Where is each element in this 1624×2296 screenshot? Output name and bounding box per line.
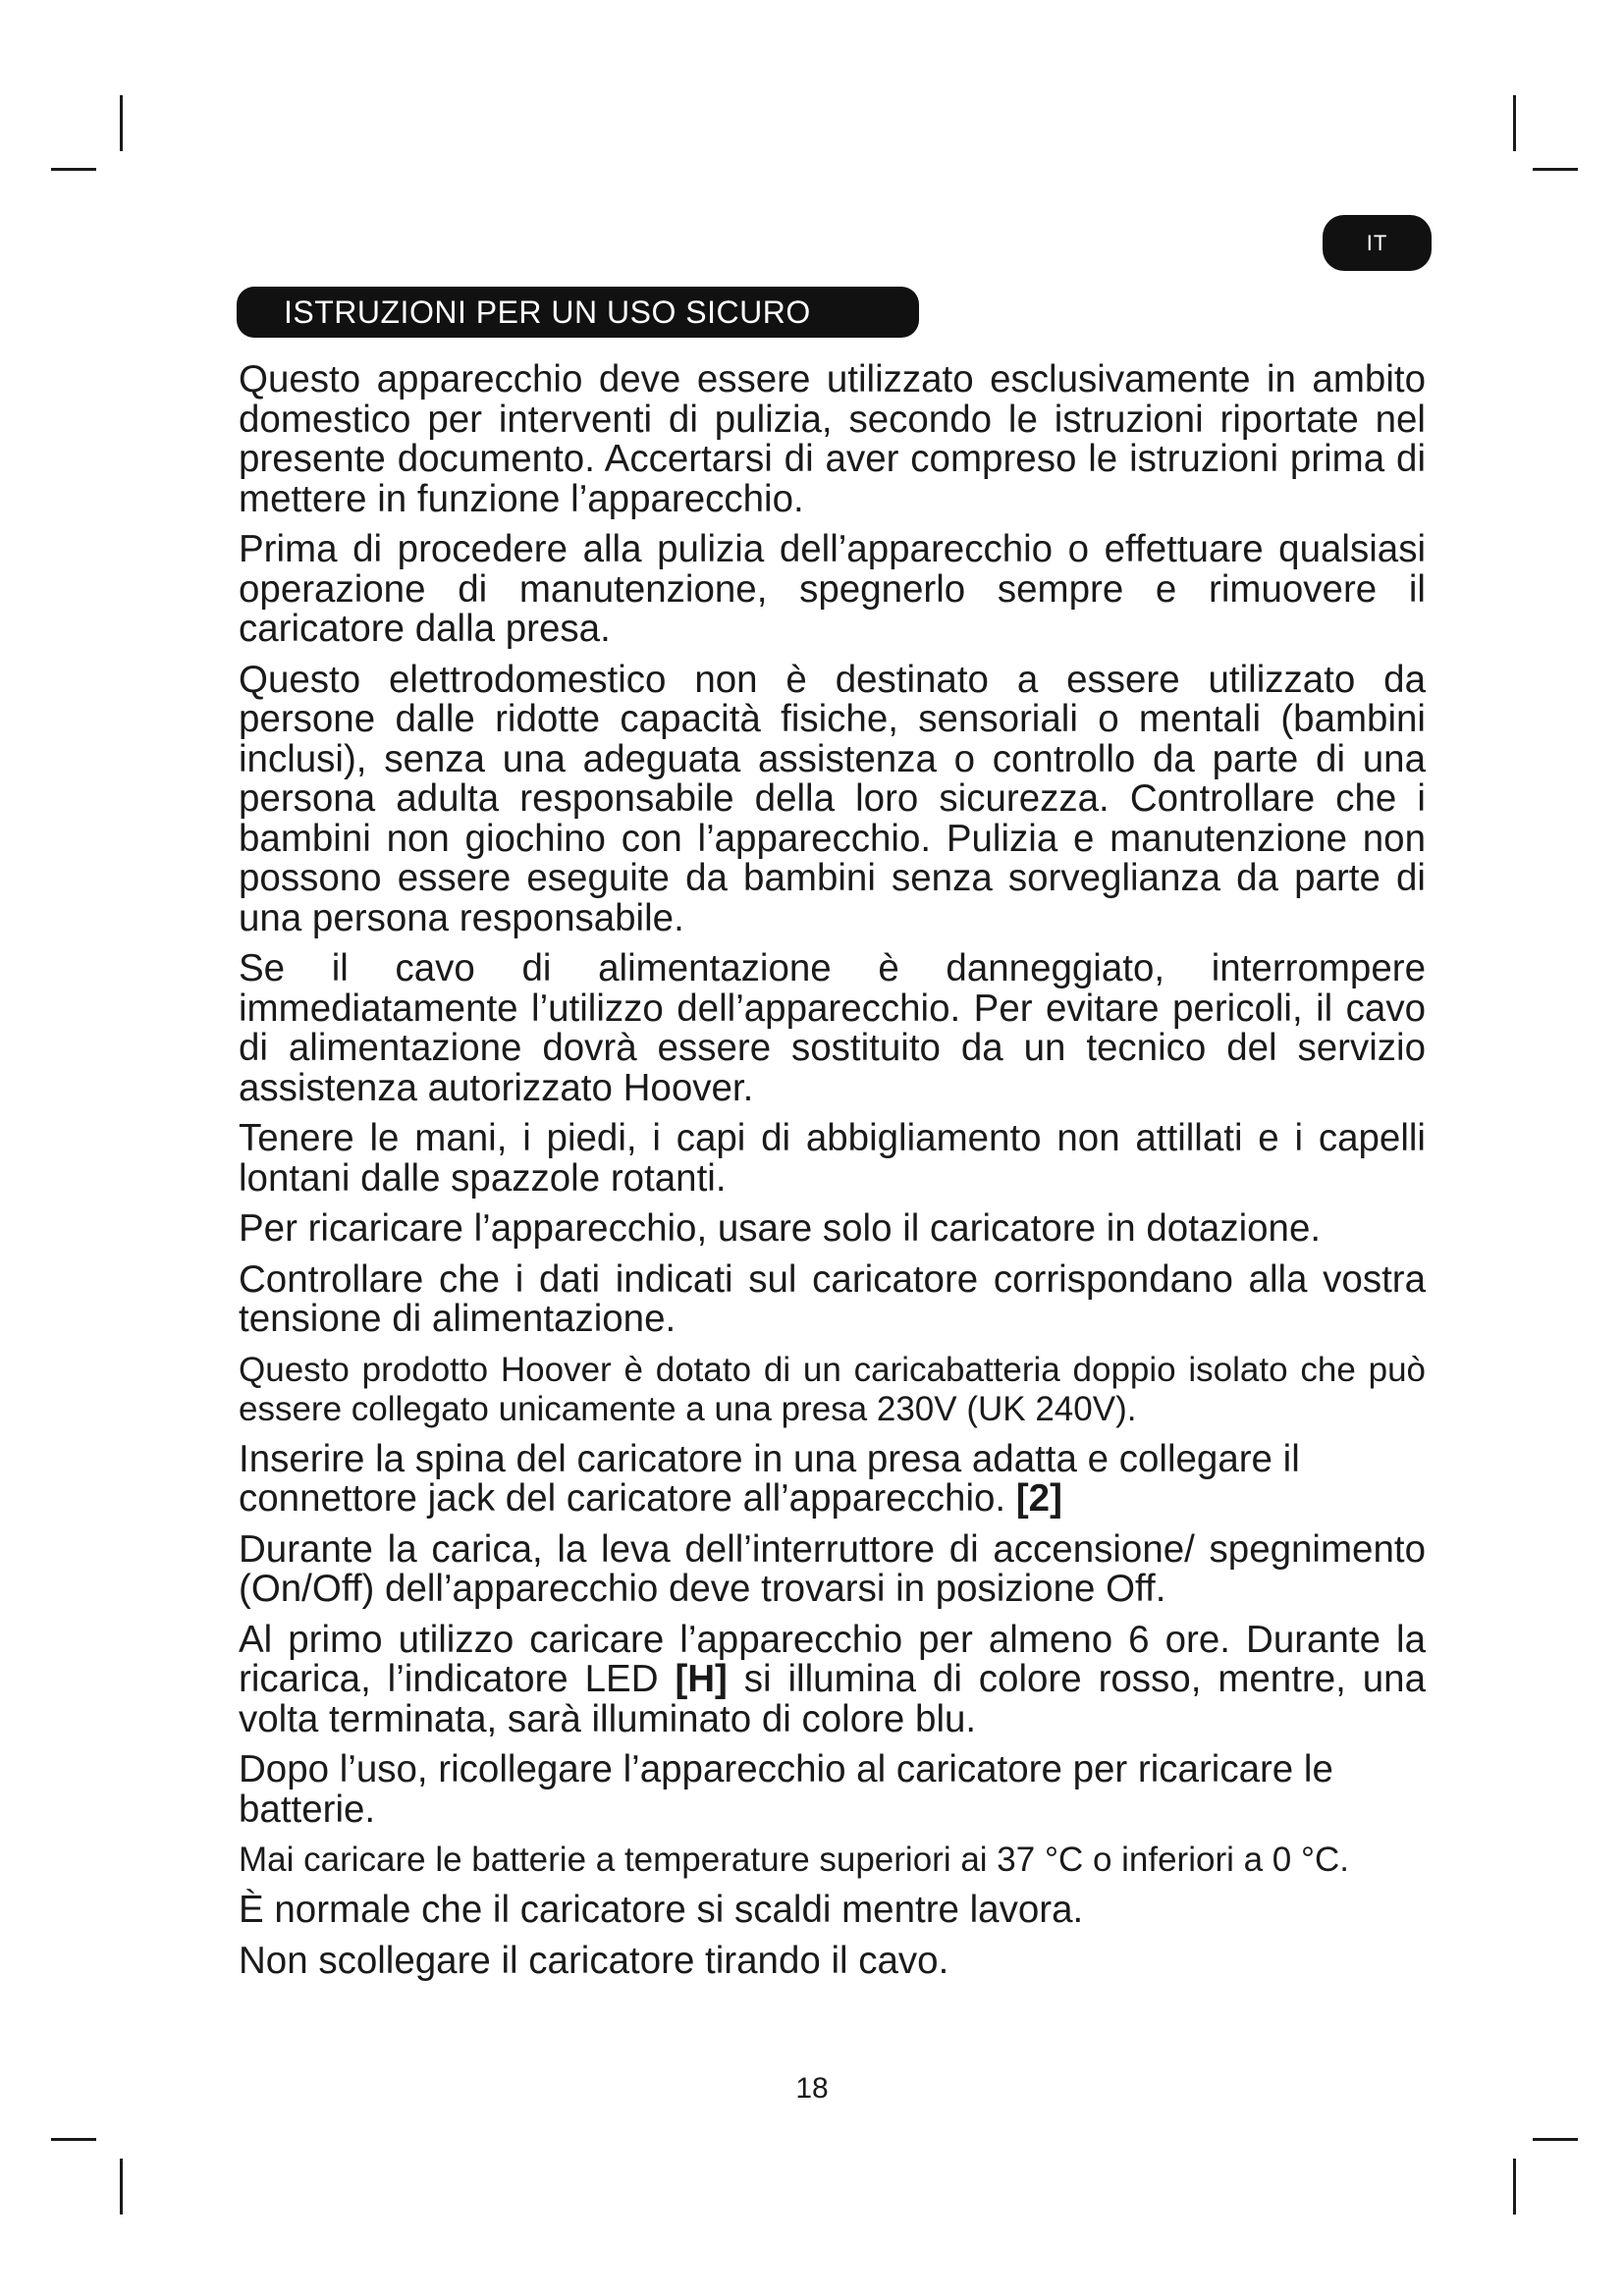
paragraph-connect-charger bbox=[239, 1437, 1426, 1520]
paragraph-intended-use: Questo apparecchio deve essere utilizzato esclusivamente in ambito domestico per interventi di pulizia, secondo le istruzioni riportate nel presente documento. Accertarsi di aver compreso le istruzioni prima di mettere in funzione l’apparecchio. bbox=[239, 358, 1426, 520]
paragraph-voltage-check: Controllare che i dati indicati sul caricatore corrispondano alla vostra tensione di alimentazione. bbox=[239, 1257, 1426, 1340]
paragraph-double-insulated: Questo prodotto Hoover è dotato di un caricabatteria doppio isolato che può essere collegato unicamente a una presa 230V (UK 240V). bbox=[239, 1350, 1426, 1428]
paragraph-do-not-pull-cable: Non scollegare il caricatore tirando il cavo. bbox=[239, 1939, 949, 1982]
paragraph-persons-children: Questo elettrodomestico non è destinato a essere utilizzato da persone dalle ridotte capacità fisiche, sensoriali o mentali (bambini inclusi), senza una adeguata assistenza o controllo da parte di una persona adulta responsabile della loro sicurezza. Controllare che i bambini non giochino con l’apparecchio. Pulizia e manutenzione non possono essere eseguite da bambini senza sorveglianza da parte di una persona responsabile. bbox=[239, 658, 1426, 939]
paragraph-rotating-brushes: Tenere le mani, i piedi, i capi di abbigliamento non attillati e i capelli lontani dalle spazzole rotanti. bbox=[239, 1117, 1426, 1200]
crop-mark-top-right-horizontal bbox=[1533, 168, 1578, 171]
figure-reference-2: [2] bbox=[1015, 1477, 1062, 1520]
language-badge: IT bbox=[1323, 215, 1432, 271]
crop-mark-top-right-vertical bbox=[1513, 95, 1516, 151]
paragraph-charger-warm: È normale che il caricatore si scaldi mentre lavora. bbox=[239, 1889, 1084, 1931]
crop-mark-bottom-right-vertical bbox=[1513, 2159, 1516, 2215]
crop-mark-top-left-horizontal bbox=[51, 168, 96, 171]
led-indicator-reference: [H] bbox=[675, 1658, 728, 1700]
paragraph-first-charge-text-before: Al primo utilizzo caricare l’apparecchio per almeno 6 ore. Durante la ricarica, l’indicatore LED bbox=[239, 1618, 1426, 1700]
paragraph-recharge-after-use: Dopo l’uso, ricollegare l’apparecchio al caricatore per ricaricare le batterie. bbox=[239, 1748, 1333, 1831]
crop-mark-bottom-left-vertical bbox=[120, 2159, 123, 2215]
crop-mark-bottom-right-horizontal bbox=[1533, 2138, 1578, 2141]
paragraph-maintenance: Prima di procedere alla pulizia dell’apparecchio o effettuare qualsiasi operazione di manutenzione, spegnerlo sempre e rimuovere il caricatore dalla presa. bbox=[239, 528, 1426, 650]
paragraph-damaged-cable: Se il cavo di alimentazione è danneggiato, interrompere immediatamente l’utilizzo dell’apparecchio. Per evitare pericoli, il cavo di alimentazione dovrà essere sostituito da un tecnico del servizio assistenza autorizzato Hoover. bbox=[239, 947, 1426, 1109]
safety-instructions-body bbox=[239, 360, 1426, 1992]
page-number: 18 bbox=[795, 2072, 829, 2105]
paragraph-temperature-limits: Mai caricare le batterie a temperature superiori ai 37 °C o inferiori a 0 °C. bbox=[239, 1841, 1349, 1879]
paragraph-first-charge bbox=[239, 1618, 1426, 1740]
paragraph-connect-charger-text: Inserire la spina del caricatore in una presa adatta e collegare il connettore jack del caricatore all’apparecchio. bbox=[239, 1437, 1300, 1520]
section-title: ISTRUZIONI PER UN USO SICURO bbox=[237, 287, 919, 338]
crop-mark-bottom-left-horizontal bbox=[51, 2138, 96, 2141]
crop-mark-top-left-vertical bbox=[120, 95, 123, 151]
paragraph-charger-only: Per ricaricare l’apparecchio, usare solo il caricatore in dotazione. bbox=[239, 1207, 1322, 1250]
paragraph-switch-off: Durante la carica, la leva dell’interruttore di accensione/ spegnimento (On/Off) dell’apparecchio deve trovarsi in posizione Off. bbox=[239, 1527, 1426, 1610]
paragraph-first-charge-text-after: si illumina di colore rosso, mentre, una volta terminata, sarà illuminato di colore blu. bbox=[239, 1658, 1426, 1740]
